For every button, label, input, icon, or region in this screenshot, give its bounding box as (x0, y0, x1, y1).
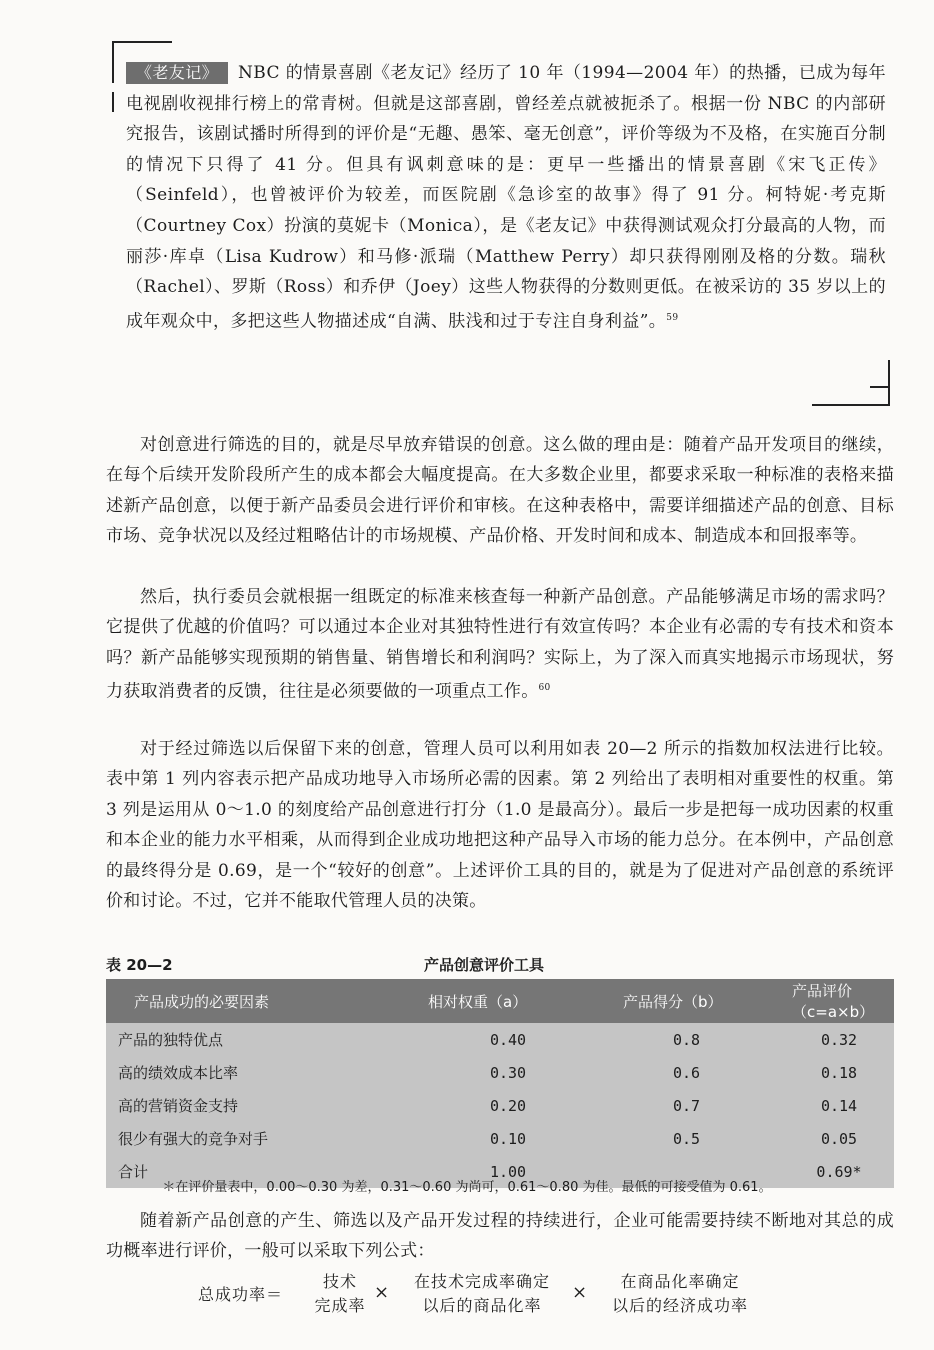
case-text: NBC 的情景喜剧《老友记》经历了 10 年（1994—2004 年）的热播，已成为每年电视剧收视排行榜上的常青树。但就是这部喜剧，曾经差点就被扼杀了。根据一份 NBC 的内部研究报告，该剧试播时所得到的评价是“无趣、愚笨、毫无创意”，评价等级为不及格，在实施百分制的情况下只得了 41 分。但具有讽刺意味的是：更早一些播出的情景喜剧《宋飞正传》（Seinfeld），也曾被评价为较差，而医院剧《急诊室的故事》得了 91 分。柯特妮·考克斯（Courtney Cox）扮演的莫妮卡（Monica），是《老友记》中获得测试观众打分最高的人物，而丽莎·库卓（Lisa Kudrow）和马修·派瑞（Matthew Perry）却只获得刚刚及格的分数。瑞秋（Rachel）、罗斯（Ross）和乔伊（Joey）这些人物获得的分数则更低。在被采访的 35 岁以上的成年观众中，多把这些人物描述成“自满、肤浅和过于专注自身利益”。 (126, 63, 886, 332)
table-title: 产品创意评价工具 (424, 956, 545, 974)
cell-rating: 0.69* (816, 1162, 862, 1181)
term-2-bottom: 以后的商品化率 (422, 1296, 542, 1315)
evaluation-table (106, 979, 894, 1188)
header-rating: 产品评价（c=a×b） (784, 979, 894, 1023)
term-1-bottom: 完成率 (314, 1296, 366, 1315)
cell-weight: 0.10 (489, 1129, 527, 1148)
table-row (106, 1023, 894, 1056)
cell-rating: 0.14 (820, 1096, 858, 1115)
case-tag: 《老友记》 (126, 62, 228, 84)
cell-factor: 高的绩效成本比率 (118, 1064, 239, 1082)
cell-factor: 高的营销资金支持 (118, 1097, 239, 1115)
cell-weight: 0.20 (489, 1096, 527, 1115)
table-row (106, 1056, 894, 1089)
box-frame-bottom-right-v (888, 360, 890, 406)
formula-times-2: × (572, 1282, 589, 1303)
body-paragraph-2: 然后，执行委员会就根据一组既定的标准来核查每一种新产品创意。产品能够满足市场的需求吗？它提供了优越的价值吗？可以通过本企业对其独特性进行有效宣传吗？本企业有必需的专有技术和资本吗？新产品能够实现预期的销售量、销售增长和利润吗？实际上，为了深入而真实地揭示市场现状，努力获取消费者的反馈，往往是必须要做的一项重点工作。$^{60}$ (106, 587, 894, 702)
cell-score: 0.6 (672, 1063, 701, 1082)
box-frame-top-left-v (112, 41, 114, 83)
cell-rating: 0.18 (820, 1063, 858, 1082)
box-frame-bottom-right-h (812, 404, 890, 406)
header-factor: 产品成功的必要因素 (106, 979, 427, 1023)
formula-term-1 (304, 1270, 376, 1318)
table-row (106, 1089, 894, 1122)
formula-term-2 (394, 1270, 570, 1318)
body-paragraph-3: 对于经过筛选以后保留下来的创意，管理人员可以利用如表 20—2 所示的指数加权法进行比较。表中第 1 列内容表示把产品成功地导入市场所必需的因素。第 2 列给出了表明相对重要性的权重。第 3 列是运用从 0～1.0 的刻度给产品创意进行打分（1.0 是最高分）。最后一步是把每一成功因素的权重和本企业的能力水平相乘，从而得到企业成功地把这种产品导入市场的能力总分。在本例中，产品创意的最终得分是 0.69，是一个“较好的创意”。上述评价工具的目的，就是为了促进对产品创意的系统评价和讨论。不过，它并不能取代管理人员的决策。 (106, 739, 894, 912)
table-header-row (106, 979, 894, 1023)
formula-term-3 (592, 1270, 768, 1318)
cell-score: 0.7 (672, 1096, 701, 1115)
term-2-top: 在技术完成率确定 (413, 1272, 550, 1291)
term-3-top: 在商品化率确定 (620, 1272, 740, 1291)
case-note-ref: 59 (666, 312, 679, 323)
cell-weight: 0.30 (489, 1063, 527, 1082)
box-frame-top-left-h (112, 41, 172, 43)
formula-times-1: × (374, 1282, 391, 1303)
header-weight: 相对权重（a） (427, 979, 589, 1023)
cell-weight: 0.40 (489, 1030, 527, 1049)
cell-weight: 1.00 (489, 1162, 527, 1181)
cell-score: 0.8 (672, 1030, 701, 1049)
table-footnote: ＊在评价量表中，0.00～0.30 为差，0.31～0.60 为尚可，0.61～0.80 为佳。最低的可接受值为 0.61。 (162, 1180, 772, 1195)
cell-factor: 合计 (118, 1163, 149, 1181)
term-3-bottom: 以后的经济成功率 (611, 1296, 748, 1315)
box-frame-left-v (112, 92, 114, 112)
table-number: 表 20—2 (106, 956, 173, 974)
table-row (106, 1122, 894, 1155)
term-1-top: 技术 (322, 1272, 357, 1291)
cell-rating: 0.32 (820, 1030, 858, 1049)
body-paragraph-4: 随着新产品创意的产生、筛选以及产品开发过程的持续进行，企业可能需要持续不断地对其总的成功概率进行评价，一般可以采取下列公式： (106, 1211, 894, 1262)
cell-factor: 很少有强大的竞争对手 (118, 1130, 269, 1148)
cell-factor: 产品的独特优点 (118, 1031, 224, 1049)
formula-lhs: 总成功率＝ (198, 1285, 284, 1304)
note-ref-60: 60 (538, 683, 551, 694)
cell-rating: 0.05 (820, 1129, 858, 1148)
boxed-case-paragraph (126, 58, 886, 337)
header-score: 产品得分（b） (589, 979, 784, 1023)
box-frame-mid-tick (870, 386, 890, 388)
cell-score: 0.5 (672, 1129, 701, 1148)
body-paragraph-1: 对创意进行筛选的目的，就是尽早放弃错误的创意。这么做的理由是：随着产品开发项目的继续，在每个后续开发阶段所产生的成本都会大幅度提高。在大多数企业里，都要求采取一种标准的表格来描述新产品创意，以便于新产品委员会进行评价和审核。在这种表格中，需要详细描述产品的创意、目标市场、竞争状况以及经过粗略估计的市场规模、产品价格、开发时间和成本、制造成本和回报率等。 (106, 435, 894, 547)
